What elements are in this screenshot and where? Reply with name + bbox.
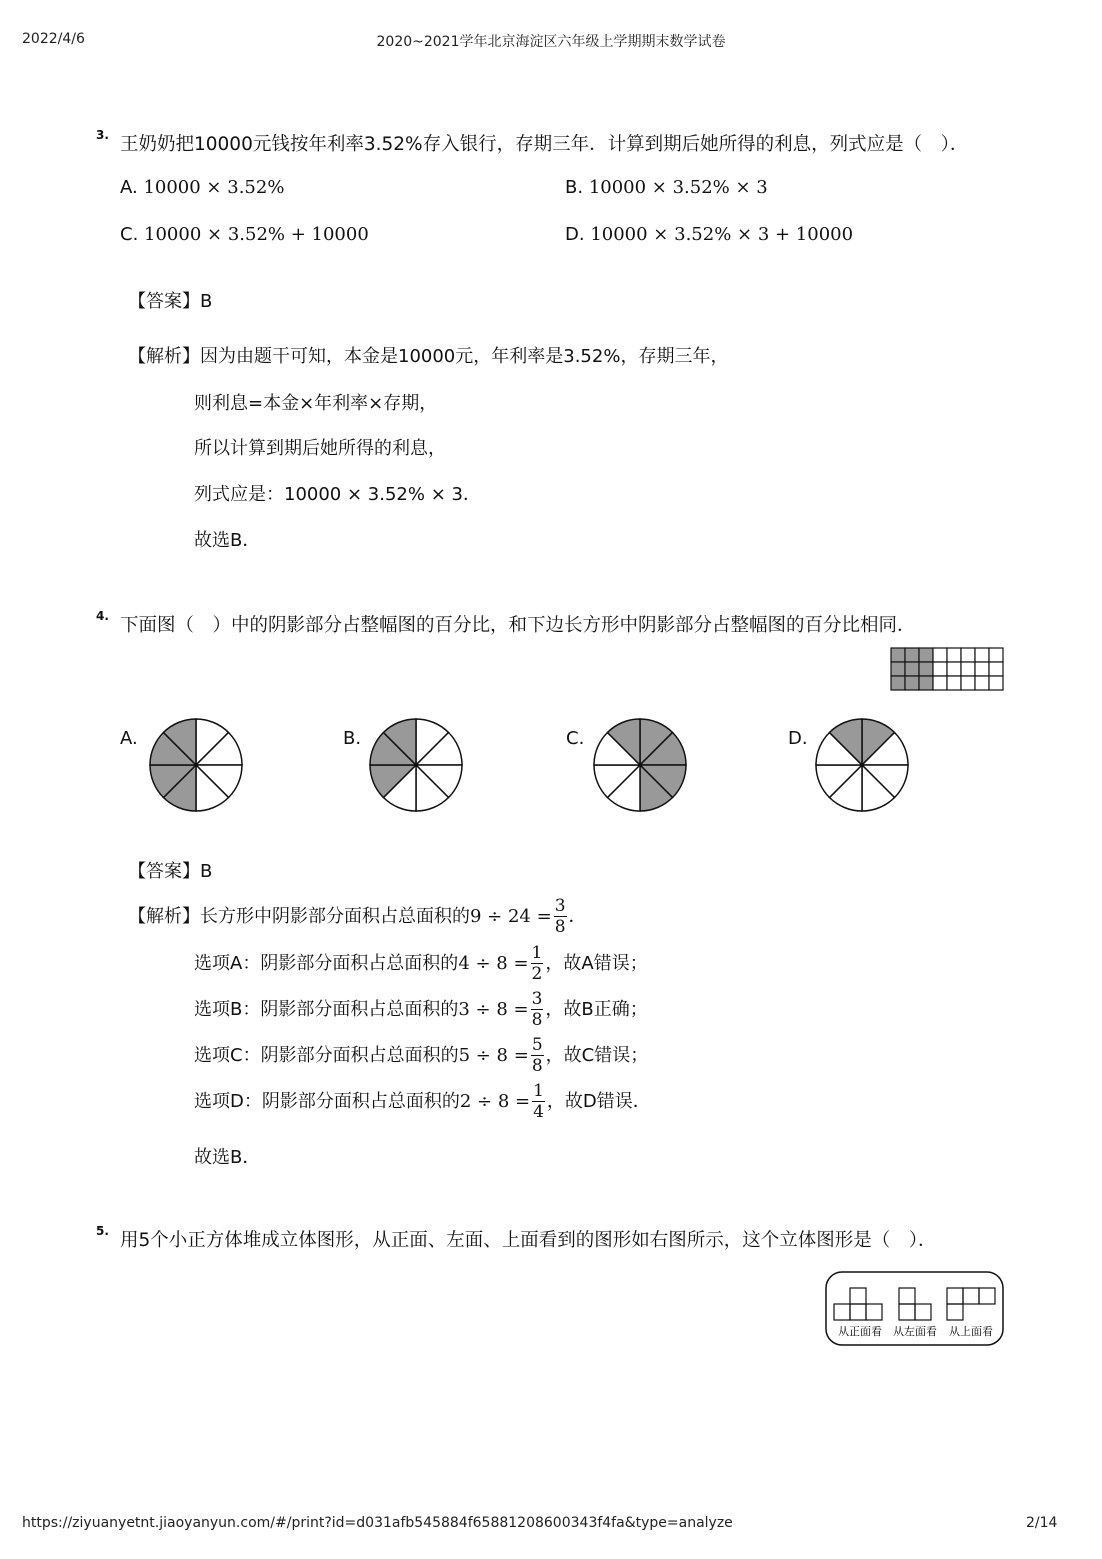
fraction-denominator: 8: [531, 1056, 543, 1076]
option-c: [120, 224, 369, 245]
analysis-line: 所以计算到期后她所得的利息，: [194, 438, 446, 459]
option-expr: 10000 × 3.52% × 3 + 10000: [590, 224, 854, 245]
fraction-numerator: 5: [531, 1035, 543, 1055]
pie-option-c-label: C.: [566, 728, 585, 749]
fraction-denominator: 2: [531, 964, 543, 984]
pie-option-b: [367, 716, 465, 814]
analysis-row: [128, 898, 587, 936]
grid-cell-shaded: [905, 662, 919, 676]
grid-cell: [947, 648, 961, 662]
option-label: B.: [565, 177, 584, 198]
fraction: [531, 945, 544, 983]
question-5-text: 用5个小正方体堆成立体图形，从正面、左面、上面看到的图形如右图所示，这个立体图形是（ ）．: [120, 1230, 937, 1251]
fraction-denominator: 4: [533, 1102, 544, 1122]
pie-option-c: [591, 716, 689, 814]
answer-tag: 【答案】: [128, 861, 200, 882]
grid-cell-shaded: [905, 676, 919, 690]
analysis-line: [194, 1083, 651, 1121]
left-view-label: 从左面看: [893, 1325, 937, 1338]
option-expr: 10000 × 3.52% + 10000: [144, 224, 369, 245]
fraction-denominator: 8: [531, 1010, 543, 1030]
page-url: https://ziyuanyetnt.jiaoyanyun.com/#/print?id=d031afb545884f65881208600343f4fa&type=analyze: [22, 1515, 733, 1531]
analysis-line: 则利息=本金×年利率×存期，: [194, 393, 438, 414]
analysis-tag: 【解析】: [128, 346, 200, 367]
front-view-label: 从正面看: [838, 1325, 882, 1338]
question-4-text: 下面图（ ）中的阴影部分占整幅图的百分比，和下边长方形中阴影部分占整幅图的百分比相同．: [120, 615, 916, 636]
grid-cell-shaded: [919, 662, 933, 676]
grid-cell: [975, 676, 989, 690]
grid-cell-shaded: [905, 648, 919, 662]
pie-option-d-label: D.: [788, 728, 808, 749]
top-view-shape: [947, 1288, 995, 1320]
document-title: 2020~2021学年北京海淀区六年级上学期期末数学试卷: [376, 34, 726, 50]
analysis-line: 故选B．: [194, 1147, 261, 1168]
grid-cell: [961, 676, 975, 690]
analysis-text: 选项A：阴影部分面积占总面积的: [194, 953, 459, 974]
left-view-shape: [899, 1288, 931, 1320]
top-view-label: 从上面看: [949, 1325, 993, 1338]
grid-cell-shaded: [919, 648, 933, 662]
front-view-shape: [834, 1288, 882, 1320]
analysis-text: ，故D错误．: [546, 1091, 651, 1112]
grid-cell: [933, 662, 947, 676]
analysis-line: [194, 1037, 648, 1075]
grid-cell: [947, 676, 961, 690]
grid-cell: [975, 662, 989, 676]
analysis-text: ，故A错误；: [545, 953, 648, 974]
fraction: [531, 991, 544, 1029]
analysis-text: 选项D：阴影部分面积占总面积的: [194, 1091, 460, 1112]
grid-cell: [975, 648, 989, 662]
grid-cell-shaded: [891, 648, 905, 662]
fraction: [554, 898, 567, 936]
fraction-numerator: 1: [531, 943, 543, 963]
fraction: [532, 1083, 545, 1121]
grid-cell-shaded: [919, 676, 933, 690]
grid-cell: [989, 662, 1003, 676]
shaded-rectangle-grid: [889, 646, 1007, 692]
analysis-expr: 5 ÷ 8 =: [458, 1045, 529, 1066]
question-number: 3.: [96, 128, 109, 142]
analysis-text: 长方形中阴影部分面积占总面积的: [200, 906, 470, 927]
page-number: 2/14: [1026, 1515, 1058, 1531]
analysis-expr: 2 ÷ 8 =: [459, 1091, 531, 1112]
fraction-numerator: 3: [554, 896, 566, 916]
analysis-line: [194, 991, 648, 1029]
option-label: C.: [120, 224, 139, 245]
option-label: D.: [565, 224, 585, 245]
answer-row: [128, 287, 212, 313]
answer-value: B: [200, 861, 213, 882]
analysis-line: 列式应是：10000 × 3.52% × 3．: [194, 484, 481, 505]
option-label: A.: [120, 177, 138, 198]
analysis-text: 选项C：阴影部分面积占总面积的: [194, 1045, 459, 1066]
option-d: [565, 224, 853, 245]
answer-value: B: [200, 291, 213, 312]
analysis-expr: 9 ÷ 24 =: [470, 906, 552, 927]
analysis-line: [194, 945, 648, 983]
grid-cell: [933, 648, 947, 662]
answer-row: [128, 857, 212, 883]
grid-cell: [989, 676, 1003, 690]
grid-cell: [947, 662, 961, 676]
analysis-line: 因为由题干可知，本金是10000元，年利率是3.52%，存期三年，: [200, 346, 729, 367]
grid-cell: [933, 676, 947, 690]
question-3-text: 王奶奶把10000元钱按年利率3.52%存入银行，存期三年．计算到期后她所得的利息，列式应是（ ）．: [120, 134, 969, 155]
option-b: [565, 177, 768, 198]
question-number: 4.: [96, 609, 109, 623]
option-expr: 10000 × 3.52%: [143, 177, 285, 198]
grid-cell-shaded: [891, 662, 905, 676]
analysis-text: ．: [568, 906, 587, 927]
question-number: 5.: [96, 1224, 109, 1238]
grid-cell-shaded: [891, 676, 905, 690]
analysis-text: 选项B：阴影部分面积占总面积的: [194, 999, 459, 1020]
option-expr: 10000 × 3.52% × 3: [588, 177, 768, 198]
analysis-row: [128, 342, 728, 368]
pie-option-a: [147, 716, 245, 814]
analysis-text: ，故C错误；: [545, 1045, 649, 1066]
analysis-tag: 【解析】: [128, 906, 200, 927]
fraction-denominator: 8: [554, 917, 566, 937]
grid-cell: [961, 648, 975, 662]
analysis-text: ，故B正确；: [545, 999, 648, 1020]
three-views-diagram: [825, 1271, 1005, 1347]
fraction: [531, 1037, 544, 1075]
pie-option-d: [813, 716, 911, 814]
fraction-numerator: 3: [531, 989, 543, 1009]
analysis-line: 故选B．: [194, 530, 261, 551]
analysis-expr: 4 ÷ 8 =: [458, 953, 529, 974]
fraction-numerator: 1: [533, 1081, 544, 1101]
grid-cell: [961, 662, 975, 676]
option-a: [120, 177, 284, 198]
grid-cell: [989, 648, 1003, 662]
print-date: 2022/4/6: [22, 31, 85, 47]
pie-option-a-label: A.: [120, 728, 138, 749]
answer-tag: 【答案】: [128, 291, 200, 312]
pie-option-b-label: B.: [343, 728, 362, 749]
analysis-expr: 3 ÷ 8 =: [458, 999, 529, 1020]
